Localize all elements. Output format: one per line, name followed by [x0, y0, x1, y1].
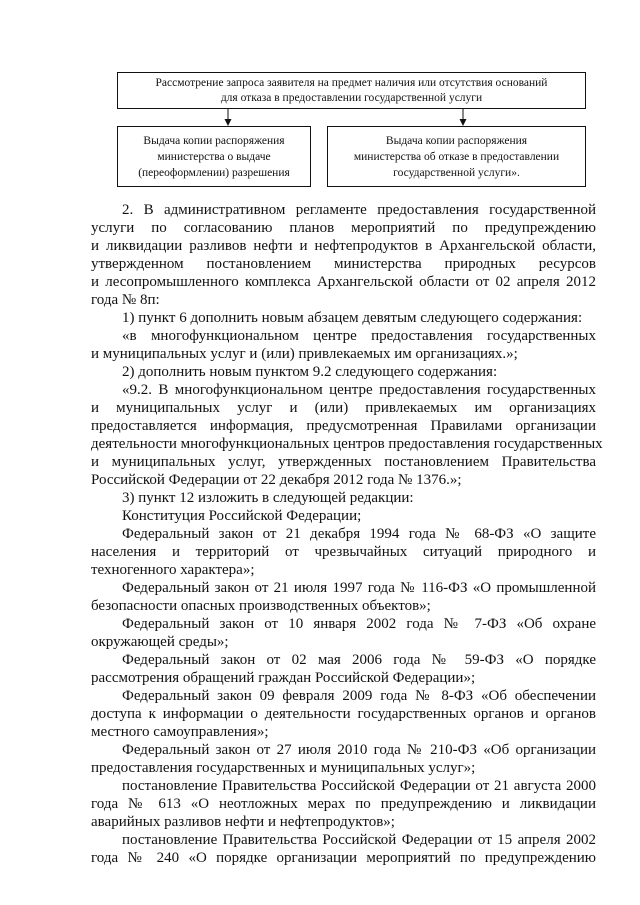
text-line: 2) дополнить новым пунктом 9.2 следующего содержания:	[122, 364, 498, 380]
flowchart-box-text: Выдача копии распоряжения	[143, 134, 285, 147]
text-line: года № 240 «О порядке организации мероприятий по предупреждению	[91, 850, 596, 866]
text-line: Федеральный закон от 21 декабря 1994 года № 68-ФЗ «О защите	[122, 526, 596, 542]
flowchart-box-text: Рассмотрение запроса заявителя на предмет наличия или отсутствия оснований	[155, 76, 548, 89]
text-line: Конституция Российской Федерации;	[122, 508, 362, 524]
text-line: Федеральный закон от 21 июля 1997 года № 116-ФЗ «О промышленной	[122, 580, 596, 596]
text-line: постановление Правительства Российской Федерации от 15 апреля 2002	[122, 832, 596, 848]
text-line: рассмотрения обращений граждан Российской Федерации»;	[91, 670, 476, 686]
flowchart-box-text: министерства о выдаче	[157, 150, 271, 163]
text-line: населения и территорий от чрезвычайных ситуаций природного и	[91, 544, 596, 560]
text-line: аварийных разливов нефти и нефтепродуктов»;	[91, 814, 395, 830]
text-line: 2. В административном регламенте предоставления государственной	[122, 202, 596, 218]
flowchart-box-request-review	[117, 72, 586, 109]
text-line: безопасности опасных производственных объектов»;	[91, 598, 431, 614]
text-line: Российской Федерации от 22 декабря 2012 года № 1376.»;	[91, 472, 462, 488]
text-line: 1) пункт 6 дополнить новым абзацем девятым следующего содержания:	[122, 310, 583, 326]
text-line: Федеральный закон от 02 мая 2006 года № 59-ФЗ «О порядке	[122, 652, 596, 668]
flowchart-arrow-to-refusal	[460, 109, 467, 126]
flowchart-box-refusal-copy	[327, 126, 586, 187]
flowchart-arrow-to-issue	[225, 109, 232, 126]
text-line: доступа к информации о деятельности государственных органов и органов	[91, 706, 596, 722]
text-line: техногенного характера»;	[91, 562, 255, 578]
text-line: предоставляется информация, предусмотренная Правилами организации	[91, 418, 596, 434]
text-line: года № 8п:	[91, 292, 160, 308]
text-line: и муниципальных услуг и (или) привлекаемых им организациях.»;	[91, 346, 518, 362]
text-line: и ликвидации разливов нефти и нефтепродуктов в Архангельской области,	[91, 238, 596, 254]
flowchart-box-issue-copy	[117, 126, 311, 187]
flowchart-box-text: для отказа в предоставлении государственной услуги	[220, 91, 483, 104]
text-line: постановление Правительства Российской Федерации от 21 августа 2000	[122, 778, 596, 794]
text-line: Федеральный закон 09 февраля 2009 года № 8-ФЗ «Об обеспечении	[122, 688, 596, 704]
document-body	[91, 201, 603, 867]
text-line: года № 613 «О неотложных мерах по предупреждению и ликвидации	[91, 796, 596, 812]
flowchart-box-text: министерства об отказе в предоставлении	[353, 150, 560, 163]
text-line: Федеральный закон от 10 января 2002 года № 7-ФЗ «Об охране	[122, 616, 596, 632]
text-line: местного самоуправления»;	[91, 724, 269, 740]
text-line: и муниципальных услуг и (или) привлекаемых им организациях	[91, 400, 596, 416]
text-line: 3) пункт 12 изложить в следующей редакции:	[122, 490, 414, 506]
text-line: «9.2. В многофункциональном центре предоставления государственных	[122, 382, 596, 398]
text-line: предоставления государственных и муниципальных услуг»;	[91, 760, 476, 776]
text-line: окружающей среды»;	[91, 634, 229, 650]
flowchart-box-text: Выдача копии распоряжения	[385, 134, 528, 147]
text-line: утвержденном постановлением министерства природных ресурсов	[91, 256, 596, 272]
text-line: деятельности многофункциональных центров предоставления государственных	[91, 436, 603, 452]
text-line: и лесопромышленного комплекса Архангельской области от 02 апреля 2012	[91, 274, 596, 290]
text-line: услуги по согласованию планов мероприятий по предупреждению	[91, 220, 596, 236]
flowchart-box-text: государственной услуги».	[393, 166, 520, 179]
text-line: «в многофункциональном центре предоставления государственных	[122, 328, 596, 344]
text-line: и муниципальных услуг, утвержденных постановлением Правительства	[91, 454, 596, 470]
text-line: Федеральный закон от 27 июля 2010 года № 210-ФЗ «Об организации	[122, 742, 596, 758]
flowchart-box-text: (переоформлении) разрешения	[138, 166, 290, 179]
